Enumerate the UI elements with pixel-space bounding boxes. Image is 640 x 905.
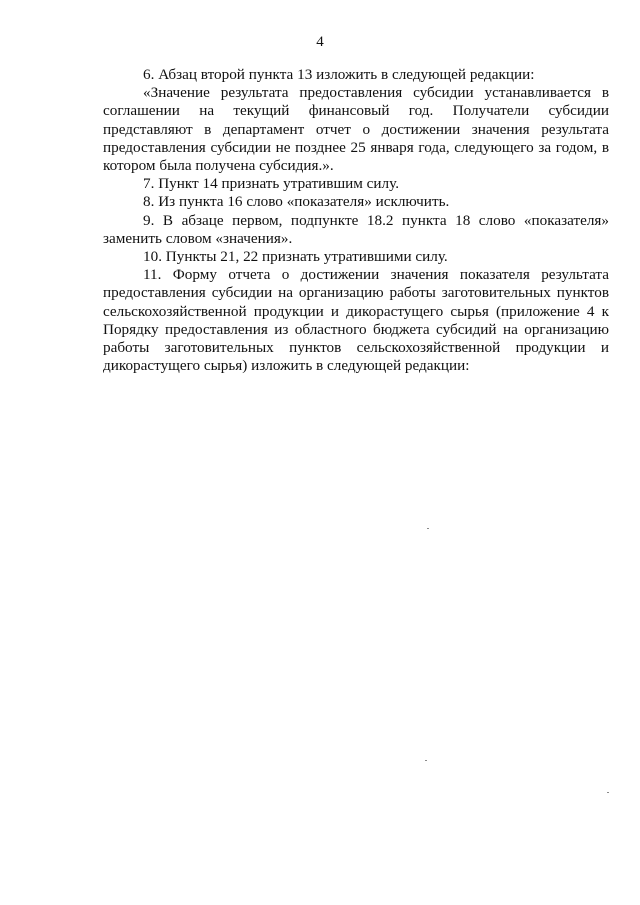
paragraph-8: 8. Из пункта 16 слово «показателя» исключить. [143, 193, 450, 211]
paragraph-7: 7. Пункт 14 признать утратившим силу. [143, 175, 399, 193]
paragraph-6: 6. Абзац второй пункта 13 изложить в следующей редакции: [143, 66, 535, 83]
paragraph-11: 11. Форму отчета о достижении значения показателя результата предоставления субсидии на организацию работы заготовительных пунктов сельскохозяйственной продукции и дикорастущего сырья (приложение 4 к Порядку предоставления из областного бюджета субсидий на организацию работы заготовительных пунктов сельскохозяйственной продукции и дикорастущего сырья) изложить в следующей редакции: [103, 266, 609, 375]
page-number: 4 [316, 34, 324, 50]
scan-speck [427, 528, 429, 529]
paragraph-9: 9. В абзаце первом, подпункте 18.2 пункта 18 слово «показателя» заменить словом «значения». [103, 211, 609, 247]
paragraph-10: 10. Пункты 21, 22 признать утратившими силу. [143, 248, 448, 266]
scan-speck [425, 760, 427, 761]
paragraph-6-quote: «Значение результата предоставления субсидии устанавливается в соглашении на текущий финансовый год. Получатели субсидии представляют в департамент отчет о достижении значения результата предоставления субсидии не позднее 25 января года, следующего за годом, в котором была получена субсидия.». [103, 84, 609, 175]
scan-speck [607, 792, 609, 793]
document-body [103, 66, 609, 375]
